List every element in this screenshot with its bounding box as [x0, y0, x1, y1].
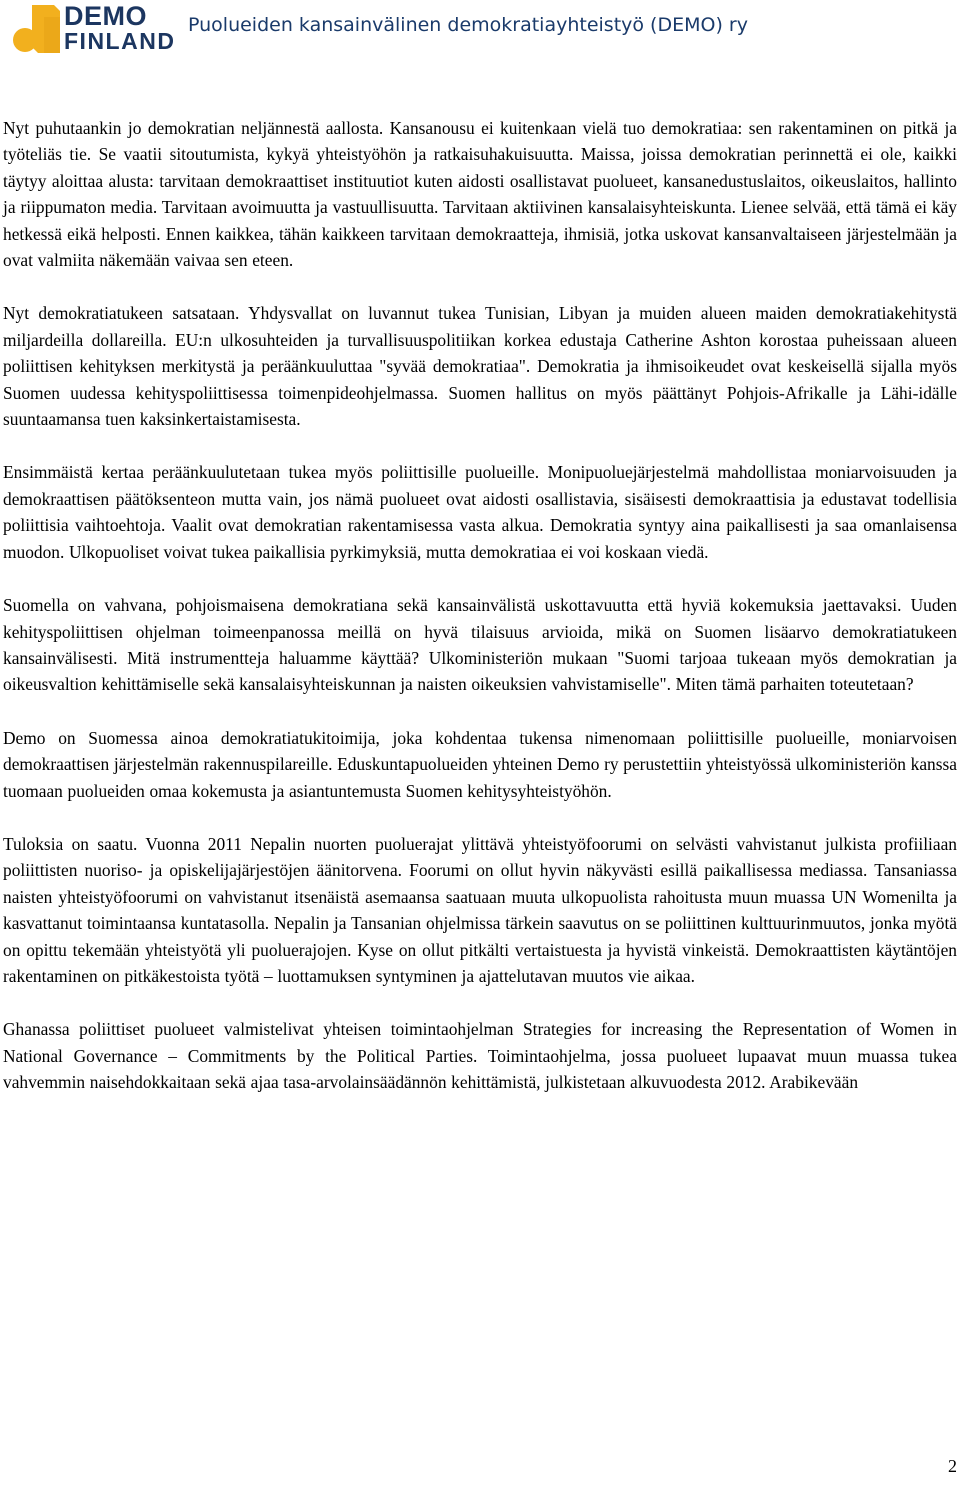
- paragraph-1: Nyt puhutaankin jo demokratian neljännestä aallosta. Kansanousu ei kuitenkaan vielä tuo demokratiaa: sen rakentaminen on pitkä ja työteliäs tie. Se vaatii sitoutumista, kykyä yhteistyöhön ja ratkaisuhakuisuutta. Maissa, joissa demokratian perinnettä ei ole, kaikki täytyy aloittaa alusta: tarvitaan demokraattiset instituutiot kuten aidosti osallistavat puolueet, kansanedustuslaitos, oikeuslaitos, hallinto ja riippumaton media. Tarvitaan avoimuutta ja vastuullisuutta. Tarvitaan aktiivinen kansalaisyhteiskunta. Lienee selvää, että tämä ei käy hetkessä eikä helposti. Ennen kaikkea, tähän kaikkeen tarvitaan demokraatteja, ihmisiä, jotka uskovat kansanvaltaiseen järjestelmään ja ovat valmiita näkemään vaivaa sen eteen.: [3, 118, 957, 271]
- demo-finland-logo: [10, 1, 176, 55]
- page-header: [0, 0, 960, 58]
- paragraph-6: Tuloksia on saatu. Vuonna 2011 Nepalin nuorten puoluerajat ylittävä yhteistyöfoorumi on selvästi vahvistanut julkista profiiliaan poliittisten nuoriso- ja opiskelijajärjestöjen äänitorvena. Foorumi on ollut hyvin näkyvästi esillä paikallisessa mediassa. Tansaniassa naisten yhteistyöfoorumi on vahvistanut itsenäistä asemaansa saatuaan muuta ulkopuolista rahoitusta muun muassa UN Womenilta ja kasvattanut toimintaansa kuntatasolla. Nepalin ja Tansanian ohjelmissa tärkein saavutus on se poliittinen kulttuurinmuutos, jonka myötä on opittu tekemään yhteistyötä yli puoluerajojen. Kyse on ollut pitkälti vertaistuesta ja hyvistä vinkeistä. Demokraattisten käytäntöjen rakentaminen on pitkäkestoista työtä – luottamuksen syntyminen ja ajattelutavan muutos vie aikaa.: [3, 833, 957, 986]
- paragraph-4: Suomella on vahvana, pohjoismaisena demokratiana sekä kansainvälistä uskottavuutta että hyviä kokemuksia jaettavaksi. Uuden kehityspoliittisen ohjelman toimeenpanossa meillä on hyvä tilaisuus arvioida, mikä on Suomen lisäarvo demokratiatukeen kansainvälisesti. Mitä instrumentteja haluamme käyttää? Ulkoministeriön mukaan "Suomi tarjoaa tukeaan myös demokratian ja oikeusvaltion kehittämiselle sekä kansalaisyhteiskunnan ja naisten oikeuksien vahvistamiselle". Miten tämä parhaiten toteutetaan?: [3, 595, 957, 695]
- document-body: [3, 115, 957, 1123]
- paragraph-3: Ensimmäistä kertaa peräänkuulutetaan tukea myös poliittisille puolueille. Monipuoluejärjestelmä mahdollistaa moniarvoisuuden ja demokraattisen päätöksenteon mutta vain, jos nämä puolueet ovat aidosti osallistavia, sisäisesti demokraattisia ja edustavat todellisia poliittisia vaihtoehtoja. Vaalit ovat demokratian rakentamisessa vasta alkua. Demokratia syntyy aina paikallisesti ja saa omanlaisensa muodon. Ulkopuoliset voivat tukea paikallisia pyrkimyksiä, mutta demokratiaa ei voi koskaan viedä.: [3, 462, 957, 562]
- paragraph-2: Nyt demokratiatukeen satsataan. Yhdysvallat on luvannut tukea Tunisian, Libyan ja muiden alueen maiden demokratiakehitystä miljardeilla dollareilla. EU:n ulkosuhteiden ja turvallisuuspolitiikan korkea edustaja Catherine Ashton korostaa puheissaan alueen poliittisen kehityksen merkitystä ja peräänkuuluttaa "syvää demokratiaa". Demokratia ja ihmisoikeudet ovat keskeisellä sijalla myös Suomen uudessa kehityspoliittisessa toimenpideohjelmassa. Suomen hallitus on myös päättänyt Pohjois-Afrikalle ja Lähi-idälle suuntaamansa tuen kaksinkertaistamisesta.: [3, 303, 957, 430]
- logo-mark-icon: [10, 3, 62, 55]
- header-title: Puolueiden kansainvälinen demokratiayhteistyö (DEMO) ry: [188, 14, 748, 36]
- logo-word-finland: FINLAND: [64, 28, 176, 54]
- logo-word-demo: DEMO: [64, 1, 147, 31]
- paragraph-7: Ghanassa poliittiset puolueet valmistelivat yhteisen toimintaohjelman Strategies for increasing the Representation of Women in National Governance – Commitments by the Political Parties. Toimintaohjelma, jossa puolueet lupaavat muun muassa tukea vahvemmin naisehdokkaitaan sekä ajaa tasa-arvolainsäädännön kehittämistä, julkistetaan alkuvuodesta 2012. Arabikevään: [3, 1019, 957, 1093]
- paragraph-5: Demo on Suomessa ainoa demokratiatukitoimija, joka kohdentaa tukensa nimenomaan poliittisille puolueille, moniarvoisen demokraattisen järjestelmän rakennuspilareille. Eduskuntapuolueiden yhteinen Demo ry perustettiin yhteistyössä ulkoministeriön kanssa tuomaan puolueiden omaa kokemusta ja asiantuntemusta Suomen kehitysyhteistyöhön.: [3, 727, 957, 801]
- page-number: 2: [948, 1456, 957, 1476]
